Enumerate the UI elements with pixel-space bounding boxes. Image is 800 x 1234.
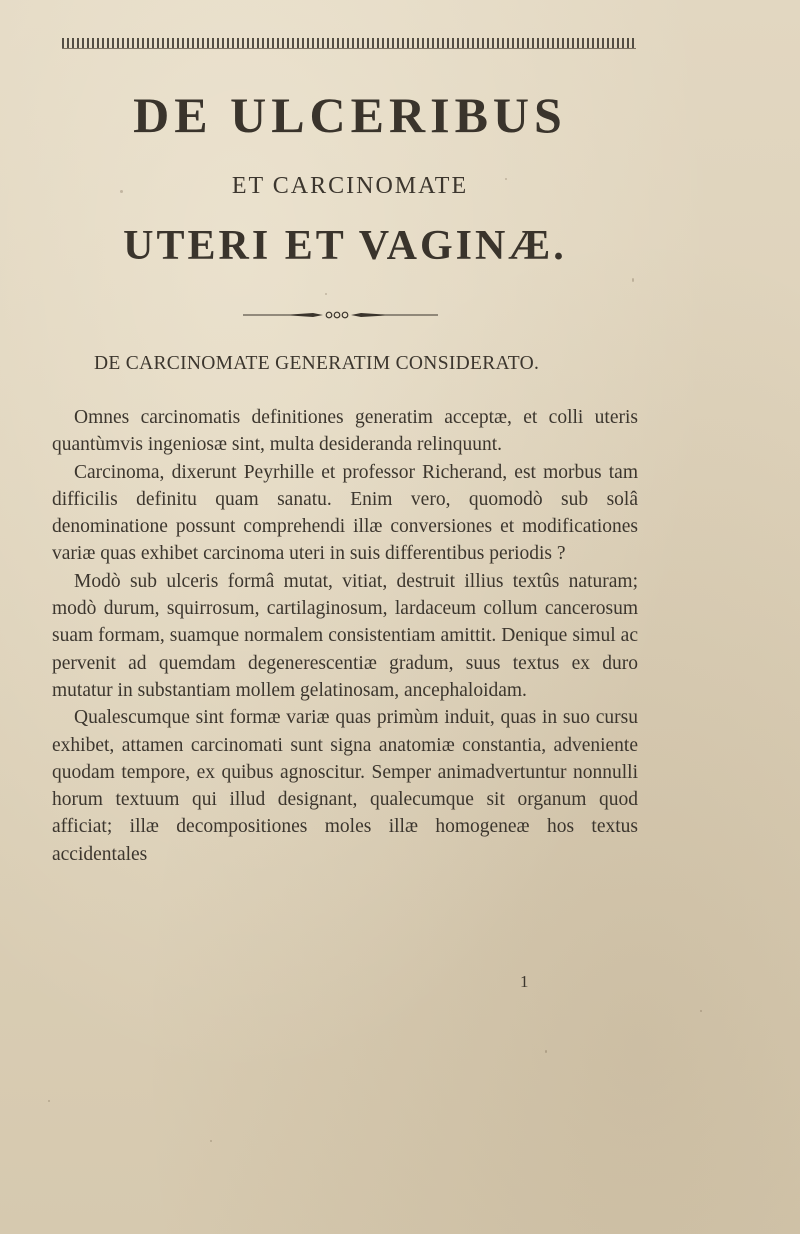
- paper-speck: [505, 178, 507, 180]
- page-folio: 1: [520, 972, 529, 991]
- paper-speck: [545, 1050, 547, 1053]
- title-divider-ornament: [243, 309, 438, 321]
- title-line-2: ET CARCINOMATE: [231, 173, 469, 199]
- paper-speck: [210, 1140, 212, 1142]
- paragraph: Qualescumque sint formæ variæ quas primùm induit, quas in suo cursu exhibet, attamen carcinomati sunt signa anatomiæ constantia, adveniente quodam tempore, ex quibus agnoscitur. Semper animadvertuntur nonnulli horum textuum qui illud designant, qualecumque sit organum quod afficiat; illæ decompositiones moles illæ homogeneæ hos textus accidentales: [52, 707, 638, 865]
- paper-speck: [700, 1010, 702, 1012]
- section-heading: DE CARCINOMATE GENERATIM CONSIDERATO.: [94, 353, 540, 374]
- header-ornament-rule: [62, 38, 636, 49]
- title-line-3: UTERI ET VAGINÆ.: [123, 223, 567, 269]
- paper-speck: [48, 1100, 50, 1102]
- paper-speck: [632, 278, 634, 282]
- paper-speck: [325, 293, 327, 295]
- paper-speck: [120, 190, 123, 193]
- paragraph: Omnes carcinomatis definitiones generatim acceptæ, et colli uteris quantùmvis ingeniosæ sint, multa desideranda relinquunt.: [52, 407, 638, 456]
- title-line-1: DE ULCERIBUS: [133, 87, 567, 143]
- paragraph: Carcinoma, dixerunt Peyrhille et professor Richerand, est morbus tam difficilis definitu quam sanatu. Enim vero, quomodò sub solâ denominatione possunt comprehendi illæ conversiones et modificationes variæ quas exhibet carcinoma uteri in suis differentibus periodis ?: [52, 461, 638, 565]
- body-text: [52, 404, 638, 868]
- paragraph: Modò sub ulceris formâ mutat, vitiat, destruit illius textûs naturam; modò durum, squirrosum, cartilaginosum, lardaceum collum cancerosum suam formam, suamque normalem consistentiam amittit. Denique simul ac pervenit ad quemdam degenerescentiæ gradum, suus textus ex duro mutatur in substantiam mollem gelatinosam, ancephaloidam.: [52, 570, 638, 701]
